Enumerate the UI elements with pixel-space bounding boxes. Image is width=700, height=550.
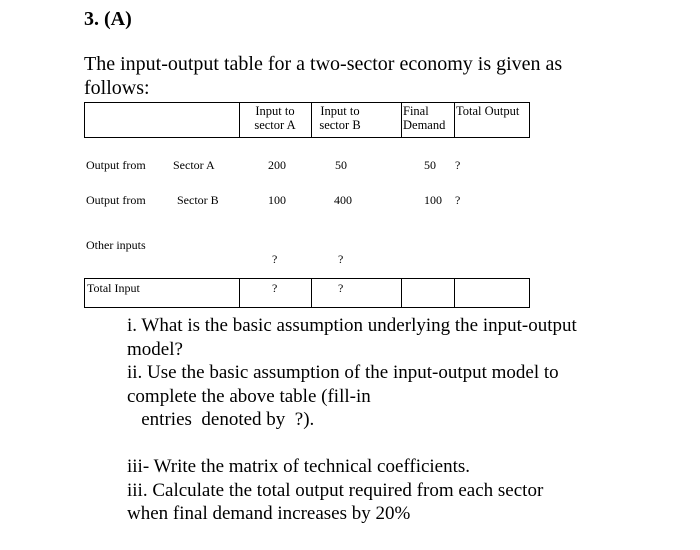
other-inputs-b: ? bbox=[338, 252, 344, 266]
total-input-label: Total Input bbox=[87, 281, 140, 295]
question-line: complete the above table (fill-in bbox=[127, 385, 371, 407]
row-b-label: Output from bbox=[86, 193, 146, 207]
header-input-a-line2: sector A bbox=[254, 118, 296, 132]
header-total-output: Total Output bbox=[456, 104, 520, 118]
header-input-b-line1: Input to bbox=[320, 104, 360, 118]
other-inputs-a: ? bbox=[272, 252, 278, 266]
intro-line-1: The input-output table for a two-sector economy is given as bbox=[84, 53, 563, 75]
question-line: when final demand increases by 20% bbox=[127, 503, 411, 524]
footer-divider bbox=[239, 278, 240, 308]
row-b-sector: Sector B bbox=[177, 193, 219, 207]
questions-list bbox=[127, 314, 577, 526]
question-line: iii. Calculate the total output required from each sector bbox=[127, 479, 544, 501]
total-input-b: ? bbox=[338, 281, 344, 295]
row-b-input-b: 400 bbox=[334, 193, 352, 207]
total-input-a: ? bbox=[272, 281, 278, 295]
question-line bbox=[127, 432, 577, 456]
row-a-total-output: ? bbox=[455, 158, 461, 172]
header-final-demand-line1: Final bbox=[403, 104, 429, 118]
question-line: iii- Write the matrix of technical coefficients. bbox=[127, 456, 471, 477]
row-a-sector: Sector A bbox=[173, 158, 215, 172]
footer-divider bbox=[454, 278, 455, 308]
row-b-final-demand: 100 bbox=[424, 193, 442, 207]
row-b-input-a: 100 bbox=[268, 193, 286, 207]
footer-divider bbox=[311, 278, 312, 308]
other-inputs-label: Other inputs bbox=[86, 238, 146, 252]
row-a-final-demand: 50 bbox=[424, 158, 436, 172]
header-input-b bbox=[312, 104, 368, 132]
header-divider bbox=[401, 102, 402, 138]
header-divider bbox=[454, 102, 455, 138]
row-a-input-a: 200 bbox=[268, 158, 286, 172]
row-a-label: Output from bbox=[86, 158, 146, 172]
question-line: ii. Use the basic assumption of the input-output model to bbox=[127, 362, 559, 383]
question-title: 3. (A) bbox=[84, 8, 132, 30]
header-final-demand bbox=[403, 104, 445, 132]
question-line: model? bbox=[127, 338, 183, 360]
intro-text bbox=[84, 52, 562, 100]
row-b-total-output: ? bbox=[455, 193, 461, 207]
footer-divider bbox=[401, 278, 402, 308]
total-input-row bbox=[84, 278, 530, 308]
question-line: i. What is the basic assumption underlying the input-output bbox=[127, 315, 577, 336]
header-input-a-line1: Input to bbox=[255, 104, 295, 118]
header-input-b-line2: sector B bbox=[319, 118, 361, 132]
header-input-a bbox=[240, 104, 310, 132]
header-final-demand-line2: Demand bbox=[403, 118, 446, 132]
intro-line-2: follows: bbox=[84, 77, 150, 99]
row-a-input-b: 50 bbox=[335, 158, 347, 172]
question-line: entries denoted by ?). bbox=[127, 409, 315, 430]
